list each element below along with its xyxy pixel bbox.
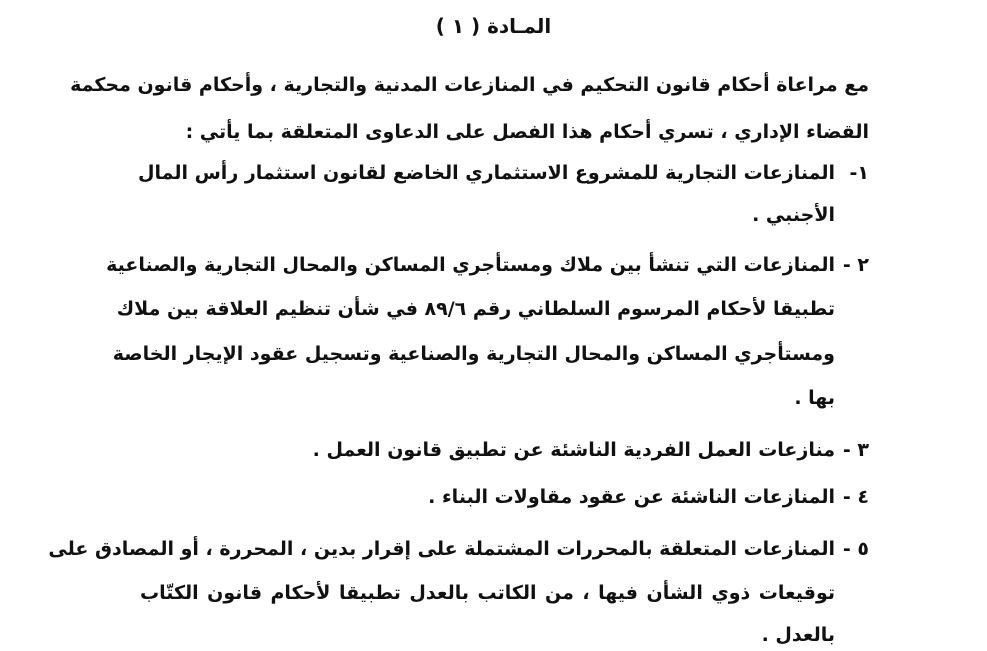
item-1-line-2: الأجنبي . [752, 204, 835, 226]
item-1-number: ١- [849, 162, 869, 184]
intro-line-2: القضاء الإداري ، تسري أحكام هذا الفصل على الدعاوى المتعلقة بما يأتي : [185, 121, 869, 143]
item-5-line-1: المنازعات المتعلقة بالمحررات المشتملة على إقرار بدين ، المحررة ، أو المصادق على [48, 538, 835, 560]
intro-line-1: مع مراعاة أحكام قانون التحكيم في المنازعات المدنية والتجارية ، وأحكام قانون محكمة [70, 74, 869, 96]
item-3-number: ٣ - [842, 439, 869, 461]
item-2-line-4: بها . [794, 387, 835, 409]
item-4-line-1: المنازعات الناشئة عن عقود مقاولات البناء . [428, 486, 835, 508]
article-title: المـادة ( ١ ) [435, 14, 552, 38]
item-1-line-1: المنازعات التجارية للمشروع الاستثماري الخاضع لقانون استثمار رأس المال [137, 162, 835, 184]
item-2-number: ٢ - [842, 254, 869, 276]
item-5-number: ٥ - [842, 538, 869, 560]
item-2-line-2: تطبيقا لأحكام المرسوم السلطاني رقم ٨٩/٦ في شأن تنظيم العلاقة بين ملاك [116, 298, 835, 320]
item-2-line-1: المنازعات التي تنشأ بين ملاك ومستأجري المساكن والمحال التجارية والصناعية [106, 254, 835, 276]
item-2-line-3: ومستأجري المساكن والمحال التجارية والصناعية وتسجيل عقود الإيجار الخاصة [112, 343, 835, 365]
item-5-line-3: بالعدل . [761, 624, 835, 646]
item-5-line-2: توقيعات ذوي الشأن فيها ، من الكاتب بالعدل تطبيقا لأحكام قانون الكتّاب [140, 582, 835, 604]
item-3-line-1: منازعات العمل الفردية الناشئة عن تطبيق قانون العمل . [312, 439, 835, 461]
item-4-number: ٤ - [842, 486, 869, 508]
